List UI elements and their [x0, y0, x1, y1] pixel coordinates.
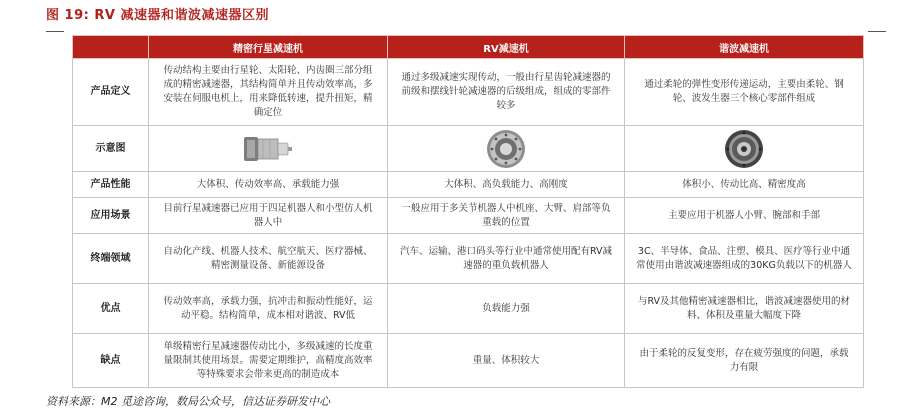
table-row [73, 234, 864, 284]
row-label: 示意图 [73, 126, 149, 172]
row-label: 优点 [73, 284, 149, 334]
header-blank [73, 36, 149, 59]
table-cell: 通过柔轮的弹性变形传递运动，主要由柔轮、钢轮、波发生器三个核心零部件组成 [625, 59, 864, 126]
figure-title: 图 19: RV 减速器和谐波减速器区别 [46, 8, 269, 23]
table-cell: 目前行星减速器已应用于四足机器人和小型仿人机器人中 [149, 198, 388, 234]
header-planetary: 精密行星减速机 [149, 36, 388, 59]
table-cell: 通过多级减速实现传动，一般由行星齿轮减速器的前级和摆线针轮减速器的后级组成，组成的零部件较多 [388, 59, 625, 126]
row-label: 终端领域 [73, 234, 149, 284]
table-row [73, 284, 864, 334]
harmonic-reducer-image [722, 128, 766, 170]
row-label: 缺点 [73, 334, 149, 388]
table-row [73, 59, 864, 126]
table-cell: 重量、体积较大 [388, 334, 625, 388]
table-cell: 3C、半导体、食品、注塑、模具、医疗等行业中通常使用由谐波减速器组成的30KG负载以下的机器人 [625, 234, 864, 284]
table-cell: 单级精密行星减速器传动比小，多级减速的长度重量限制其使用场景。需要定期维护，高精度高效率等特殊要求会带来更高的制造成本 [149, 334, 388, 388]
table-header-row [73, 36, 864, 59]
table-cell: 负载能力强 [388, 284, 625, 334]
rv-reducer-image [484, 128, 528, 170]
table-cell [388, 126, 625, 172]
title-rule-left [46, 31, 64, 32]
source-note: 资料来源：M2 觅途咨询，数局公众号，信达证券研发中心 [46, 395, 330, 408]
table-cell: 自动化产线、机器人技术、航空航天、医疗器械、精密测量设备、新能源设备 [149, 234, 388, 284]
table-cell [625, 126, 864, 172]
title-rule-right [868, 31, 886, 32]
table-cell [149, 126, 388, 172]
table-cell: 大体积、高负载能力、高刚度 [388, 172, 625, 198]
table-row [73, 334, 864, 388]
table-cell: 主要应用于机器人小臂、腕部和手部 [625, 198, 864, 234]
table-cell: 体积小、传动比高、精密度高 [625, 172, 864, 198]
planetary-gearbox-image [242, 129, 294, 169]
row-label: 应用场景 [73, 198, 149, 234]
table-cell: 与RV及其他精密减速器相比，谐波减速器使用的材料、体积及重量大幅度下降 [625, 284, 864, 334]
table-cell: 一般应用于多关节机器人中机座、大臂、肩部等负重载的位置 [388, 198, 625, 234]
table-cell: 大体积、传动效率高、承载能力强 [149, 172, 388, 198]
table-row [73, 126, 864, 172]
comparison-table [72, 35, 864, 388]
table-cell: 由于柔轮的反复变形，存在疲劳强度的问题，承载力有限 [625, 334, 864, 388]
row-label: 产品性能 [73, 172, 149, 198]
row-label: 产品定义 [73, 59, 149, 126]
table-cell: 汽车、运输、港口码头等行业中通常使用配有RV减速器的重负载机器人 [388, 234, 625, 284]
table-row [73, 172, 864, 198]
header-harmonic: 谐波减速机 [625, 36, 864, 59]
header-rv: RV减速机 [388, 36, 625, 59]
table-row [73, 198, 864, 234]
table-cell: 传动效率高，承载力强，抗冲击和振动性能好，运动平稳。结构简单，成本相对谐波、RV低 [149, 284, 388, 334]
table-cell: 传动结构主要由行星轮、太阳轮、内齿圈三部分组成的精密减速器，其结构简单并且传动效率高，多安装在伺服电机上，用来降低转速，提升扭矩，精确定位 [149, 59, 388, 126]
